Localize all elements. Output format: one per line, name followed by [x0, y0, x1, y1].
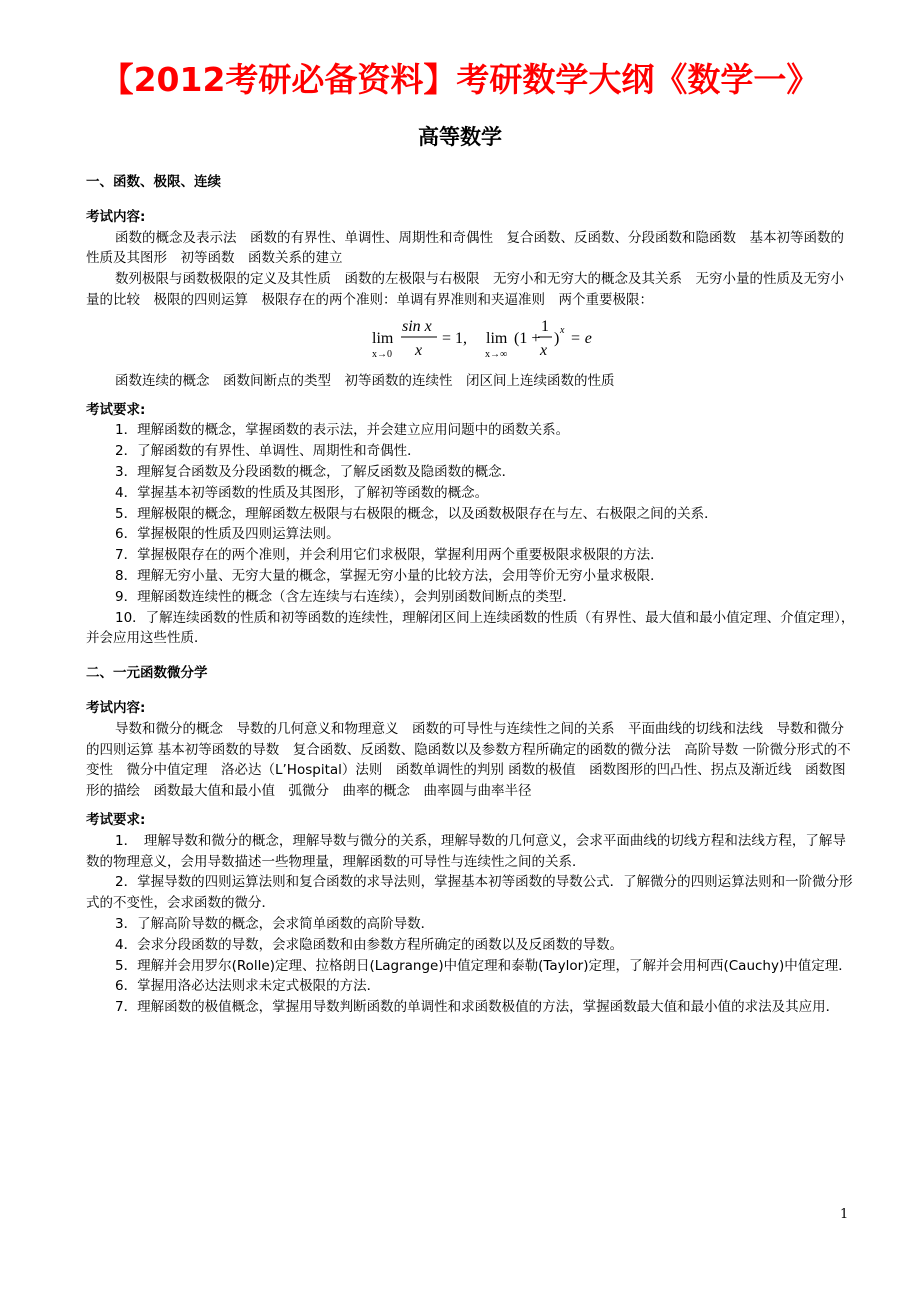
requirements-label-1: 考试要求:: [86, 401, 146, 418]
content-label-2: 考试内容:: [86, 699, 146, 716]
requirement-item: 5．理解并会用罗尔(Rolle)定理、拉格朗日(Lagrange)中值定理和泰勒(Taylor)定理，了解并会用柯西(Cauchy)中值定理．: [115, 957, 852, 974]
formula-num-1: sin x: [402, 317, 432, 335]
requirement-item: 2．掌握导数的四则运算法则和复合函数的求导法则，掌握基本初等函数的导数公式．了解微分的四则运算法则和一阶微分形式的不变性，会求函数的微分．: [86, 874, 853, 912]
formula-eq-2: = e: [570, 329, 592, 347]
content-paragraph: 函数的概念及表示法 函数的有界性、单调性、周期性和奇偶性 复合函数、反函数、分段函数和隐函数 基本初等函数的性质及其图形 初等函数 函数关系的建立: [86, 229, 844, 267]
requirement-item: 6．掌握用洛必达法则求未定式极限的方法．: [115, 978, 381, 995]
requirement-item: 8．理解无穷小量、无穷大量的概念，掌握无穷小量的比较方法，会用等价无穷小量求极限．: [115, 567, 664, 584]
section-heading-1: 一、函数、极限、连续: [86, 174, 221, 190]
content-label-1: 考试内容:: [86, 208, 146, 225]
formula-sub-1: x→0: [372, 348, 392, 360]
formula-num-2: 1: [541, 317, 549, 335]
formula-den-2: x: [540, 341, 548, 359]
content-paragraph: 导数和微分的概念 导数的几何意义和物理意义 函数的可导性与连续性之间的关系 平面曲线的切线和法线 导数和微分的四则运算 基本初等函数的导数 复合函数、反函数、隐函数以及参数方程所确定的函数的微分法 高阶导数 一阶微分形式的不变性 微分中值定理 洛必达（L’Hospital）法则 函数单调性的判别 函数的极值 函数图形的凹凸性、拐点及渐近线 函数图形的描绘 函数最大值和最小值 弧微分 曲率的概念 曲率圆与曲率半径: [86, 720, 851, 800]
section-heading-2: 二、一元函数微分学: [86, 665, 208, 682]
formula-sub-2: x→∞: [485, 348, 508, 360]
formula-body-2b: ): [554, 329, 560, 347]
limits-formula: [86, 311, 856, 371]
requirement-item: 2．了解函数的有界性、单调性、周期性和奇偶性．: [115, 443, 421, 460]
content-paragraph: 函数连续的概念 函数间断点的类型 初等函数的连续性 闭区间上连续函数的性质: [115, 372, 615, 389]
formula-lim-1: lim: [372, 329, 394, 347]
requirement-item: 6．掌握极限的性质及四则运算法则。: [115, 526, 340, 543]
page-number: 1: [840, 1207, 849, 1222]
formula-body-2a: (1 +: [514, 329, 541, 347]
requirement-item: 1． 理解导数和微分的概念，理解导数与微分的关系，理解导数的几何意义，会求平面曲线的切线方程和法线方程，了解导数的物理意义，会用导数描述一些物理量，理解函数的可导性与连续性之间的关系．: [86, 832, 846, 870]
requirement-item: 4．掌握基本初等函数的性质及其图形，了解初等函数的概念。: [115, 484, 489, 501]
requirement-item: 4．会求分段函数的导数，会求隐函数和由参数方程所确定的函数以及反函数的导数。: [115, 936, 624, 953]
document-subtitle: 高等数学: [418, 125, 502, 149]
formula-eq-1: = 1,: [442, 329, 468, 347]
document-body: [86, 172, 856, 1018]
requirement-item: 10．了解连续函数的性质和初等函数的连续性，理解闭区间上连续函数的性质（有界性、最大值和最小值定理、介值定理），并会应用这些性质．: [86, 609, 855, 647]
content-paragraph: 数列极限与函数极限的定义及其性质 函数的左极限与右极限 无穷小和无穷大的概念及其关系 无穷小量的性质及无穷小量的比较 极限的四则运算 极限存在的两个准则：单调有界准则和夹逼准则 两个重要极限：: [86, 271, 844, 308]
formula-lim-2: lim: [486, 329, 508, 347]
formula-den-1: x: [415, 341, 423, 359]
requirement-item: 3．理解复合函数及分段函数的概念，了解反函数及隐函数的概念．: [115, 463, 516, 480]
document-title: 【2012考研必备资料】考研数学大纲《数学一》: [100, 60, 820, 99]
requirement-item: 1．理解函数的概念，掌握函数的表示法，并会建立应用问题中的函数关系。: [115, 422, 570, 439]
requirements-label-2: 考试要求:: [86, 811, 146, 828]
formula-exp-2: x: [560, 324, 565, 336]
requirement-item: 9．理解函数连续性的概念（含左连续与右连续），会判别函数间断点的类型．: [115, 588, 576, 605]
requirement-item: 3．了解高阶导数的概念，会求简单函数的高阶导数．: [115, 915, 435, 932]
requirement-item: 7．掌握极限存在的两个准则，并会利用它们求极限，掌握利用两个重要极限求极限的方法．: [115, 547, 664, 564]
requirement-item: 5．理解极限的概念，理解函数左极限与右极限的概念，以及函数极限存在与左、右极限之间的关系．: [115, 505, 718, 522]
requirement-item: 7．理解函数的极值概念，掌握用导数判断函数的单调性和求函数极值的方法，掌握函数最大值和最小值的求法及其应用．: [115, 999, 840, 1016]
